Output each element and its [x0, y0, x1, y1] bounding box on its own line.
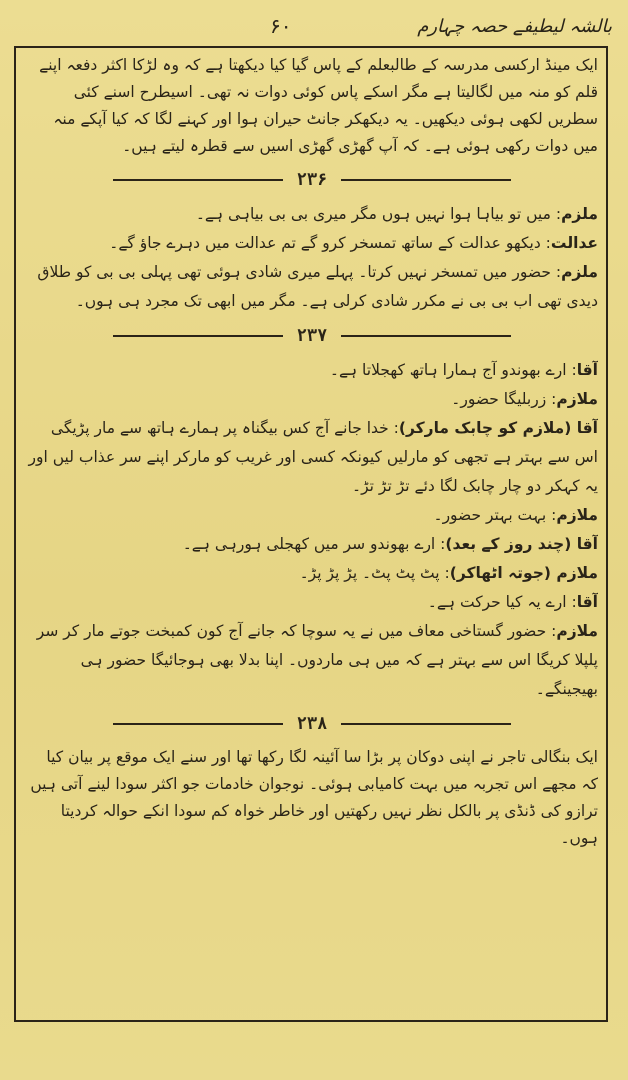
story-238-text: ایک بنگالی تاجر نے اپنی دوکان پر بڑا سا آئینہ لگا رکھا تھا اور سنے ایک موقع پر بیان کیا کہ مجھے اس تجربہ میں بہت کامیابی ہوئی۔ نوجوان خادمات جو اکثر سودا لینے آتی ہیں ترازو کی ڈنڈی پر بالکل نظر نہیں رکھتیں اور خاطر خواہ کم سودا انکے حوالہ کردیتا ہوں۔ [30, 748, 598, 847]
page-number: ۶۰ [270, 14, 292, 38]
story-235-text: ایک مینڈ ارکسی مدرسہ کے طالبعلم کے پاس گیا کیا دیکھتا ہے کہ وہ لڑکا اکثر دفعہ اپنے قلم کو منہ میں لگالیتا ہے مگر اسکے پاس کوئی دوات نہ تھی۔ اسیطرح اسنے کئی سطریں لکھی ہوئی دیکھیں۔ یہ دیکھکر جانٹ حیران ہوا اور کہنے لگا کہ کیا آپکے منہ میں دوات رکھی ہوئی ہے۔ کہ آپ گھڑی گھڑی اسیں سے قطرہ لیتے ہیں۔ [39, 56, 598, 155]
speaker: ملازم (جوتہ اٹھاکر) [449, 564, 598, 582]
dialogue-line: ملازم: حضور گستاخی معاف میں نے یہ سوچا کہ جانے آج کون کمبخت جوتے مار کر سر پلپلا کریگا اس سے بہتر ہے کہ میں ہی ماردوں۔ اپنا بدلا بھی ہوجائیگا حضور ہی بھیجینگے۔ [36, 622, 598, 698]
story-238-number: ۲۳۸ [296, 714, 328, 734]
story-236-number: ۲۳۶ [296, 170, 328, 190]
dialogue-text: حضور میں تمسخر نہیں کرتا۔ پہلے میری شادی ہوئی تھی پہلی بی بی کو طلاق دیدی تھی اب بی بی نے مکرر شادی کرلی ہے۔ مگر میں ابھی تک مجرد ہی ہوں۔ [37, 263, 598, 310]
dialogue-text: ارے یہ کیا حرکت ہے۔ [427, 593, 567, 611]
dialogue-text: بہت بہتر حضور۔ [433, 506, 547, 524]
divider-rule [341, 723, 511, 725]
speaker: ملازم [556, 390, 598, 408]
speaker: آقا [576, 593, 598, 611]
dialogue-text: زربلیگا حضور۔ [451, 390, 547, 408]
story-237-divider [26, 316, 598, 356]
dialogue-text: پٹ پٹ پٹ۔ پڑ پڑ پڑ۔ [299, 564, 440, 582]
dialogue-line: آقا (چند روز کے بعد): ارے بھوندو سر میں کھجلی ہورہی ہے۔ [182, 535, 598, 553]
divider-rule [113, 179, 283, 181]
story-238-divider [26, 704, 598, 744]
dialogue-line: آقا: ارے یہ کیا حرکت ہے۔ [427, 593, 598, 611]
divider-rule [341, 179, 511, 181]
dialogue-line: عدالت: دیکھو عدالت کے ساتھ تمسخر کرو گے تم عدالت میں دہرے جاؤ گے۔ [109, 234, 598, 252]
page-content [26, 52, 598, 1012]
divider-rule [113, 335, 283, 337]
story-237-number: ۲۳۷ [296, 326, 328, 346]
dialogue-line: ملزم: حضور میں تمسخر نہیں کرتا۔ پہلے میری شادی ہوئی تھی پہلی بی بی کو طلاق دیدی تھی اب بی بی نے مکرر شادی کرلی ہے۔ مگر میں ابھی تک مجرد ہی ہوں۔ [37, 263, 598, 310]
dialogue-text: خدا جانے آج کس بیگناہ پر ہمارے ہاتھ سے مار پڑیگی اس سے بہتر ہے تجھی کو مارلیں کیونکہ کسی اور غریب کو مارکر اپنے سر عذاب لیں اور یہ کہکر دو چار چابک لگا دئے تڑ تڑ تڑ۔ [28, 419, 598, 495]
running-title: بالشہ لیطیفے حصہ چہارم [417, 15, 612, 37]
dialogue-line: ملازم: بہت بہتر حضور۔ [433, 506, 598, 524]
page-header [20, 6, 612, 46]
speaker: ملازم [556, 506, 598, 524]
speaker: آقا (چند روز کے بعد) [445, 535, 598, 553]
dialogue-text: میں تو بیاہا ہوا نہیں ہوں مگر میری بی بی بیاہی ہے۔ [195, 205, 551, 223]
speaker: آقا (ملازم کو چابک مارکر) [398, 419, 598, 437]
divider-rule [113, 723, 283, 725]
dialogue-line: ملازم (جوتہ اٹھاکر): پٹ پٹ پٹ۔ پڑ پڑ پڑ۔ [299, 564, 598, 582]
dialogue-text: دیکھو عدالت کے ساتھ تمسخر کرو گے تم عدالت میں دہرے جاؤ گے۔ [109, 234, 541, 252]
story-236-divider [26, 160, 598, 200]
dialogue-line: آقا: ارے بھوندو آج ہمارا ہاتھ کھجلاتا ہے۔ [329, 361, 598, 379]
dialogue-line: آقا (ملازم کو چابک مارکر): خدا جانے آج کس بیگناہ پر ہمارے ہاتھ سے مار پڑیگی اس سے بہتر ہے تجھی کو مارلیں کیونکہ کسی اور غریب کو مارکر اپنے سر عذاب لیں اور یہ کہکر دو چار چابک لگا دئے تڑ تڑ تڑ۔ [28, 419, 598, 495]
divider-rule [341, 335, 511, 337]
dialogue-line: ملازم: زربلیگا حضور۔ [451, 390, 598, 408]
speaker: ملزم [561, 205, 598, 223]
speaker: عدالت [550, 234, 598, 252]
speaker: ملازم [556, 622, 598, 640]
dialogue-line: ملزم: میں تو بیاہا ہوا نہیں ہوں مگر میری بی بی بیاہی ہے۔ [195, 205, 598, 223]
dialogue-text: ارے بھوندو سر میں کھجلی ہورہی ہے۔ [182, 535, 436, 553]
speaker: آقا [576, 361, 598, 379]
dialogue-text: ارے بھوندو آج ہمارا ہاتھ کھجلاتا ہے۔ [329, 361, 567, 379]
dialogue-text: حضور گستاخی معاف میں نے یہ سوچا کہ جانے آج کون کمبخت جوتے مار کر سر پلپلا کریگا اس سے بہتر ہے کہ میں ہی ماردوں۔ اپنا بدلا بھی ہوجائیگا حضور ہی بھیجینگے۔ [36, 622, 598, 698]
speaker: ملزم [561, 263, 598, 281]
